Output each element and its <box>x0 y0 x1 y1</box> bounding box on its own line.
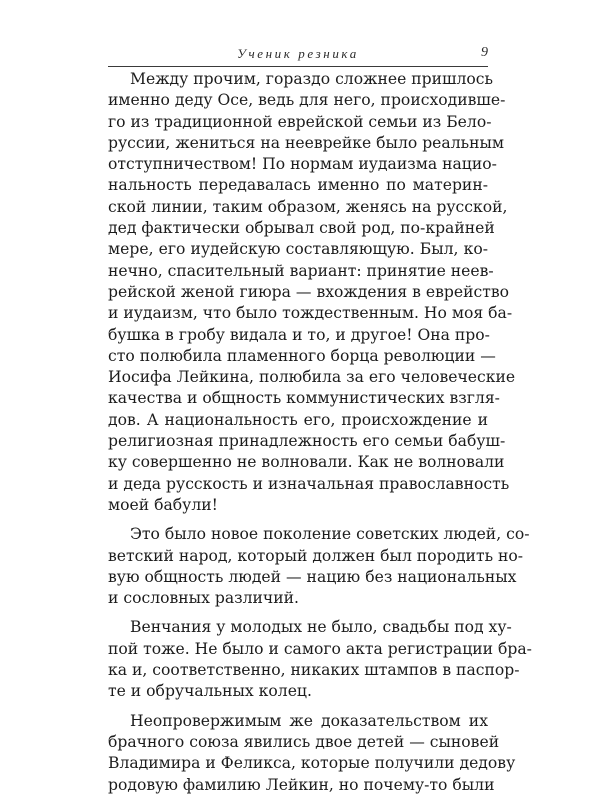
text-line: бушка в гробу видала и то, и другое! Она про- <box>108 325 490 344</box>
running-title: Ученик резника <box>237 46 359 61</box>
text-line: вую общность людей — нацию без национальных <box>108 567 517 586</box>
text-line: ка и, соответственно, никаких штампов в паспор- <box>108 661 520 680</box>
text-line: моей бабули! <box>108 495 218 514</box>
text-line: Это было новое поколение советских людей, со- <box>130 525 530 544</box>
text-line: дов. А национальность его, происхождение и <box>108 410 488 429</box>
paragraph <box>108 617 532 702</box>
text-line: Иосифа Лейкина, полюбила за его человеческие <box>108 368 516 387</box>
text-line: и иудаизм, что было тождественным. Но моя ба- <box>108 304 513 323</box>
text-line: го из традиционной еврейской семьи из Бело- <box>108 112 492 131</box>
text-line: качества и общность коммунистических взгля- <box>108 389 500 408</box>
text-line: и деда русскость и изначальная православность <box>108 474 510 493</box>
text-line: религиозная принадлежность его семьи бабуш- <box>108 432 506 451</box>
text-line: Венчания у молодых не было, свадьбы под ху- <box>130 618 512 637</box>
text-line: руссии, жениться на нееврейке было реальным <box>108 133 505 152</box>
body-text <box>108 69 532 796</box>
text-line: те и обручальных колец. <box>108 682 312 701</box>
text-line: пой тоже. Не было и самого акта регистрации бра- <box>108 639 532 658</box>
text-line: Между прочим, гораздо сложнее пришлось <box>130 70 494 88</box>
page-number: 9 <box>481 45 488 60</box>
text-line: именно деду Осе, ведь для него, происходивше- <box>108 91 506 110</box>
text-line: родовую фамилию Лейкин, но почему-то были <box>108 775 495 794</box>
running-header <box>108 44 488 66</box>
text-line: нальность передавалась именно по материн- <box>108 176 488 195</box>
text-line: рейской женой гиюра — вхождения в еврейство <box>108 282 510 301</box>
paragraph-gap <box>108 703 488 711</box>
paragraph <box>108 69 516 516</box>
paragraph <box>108 524 530 609</box>
header-rule <box>108 66 488 67</box>
paragraph-gap <box>108 516 488 524</box>
text-line: дед фактически обрывал свой род, по-крайней <box>108 219 495 238</box>
text-line: ку совершенно не волновали. Как не волновали <box>108 453 505 472</box>
text-line: мере, его иудейскую составляющую. Был, ко- <box>108 240 488 259</box>
paragraph <box>108 711 516 796</box>
text-line: ской линии, таким образом, женясь на русской, <box>108 197 508 216</box>
text-line: сто полюбила пламенного борца революции — <box>108 346 496 365</box>
paragraph-gap <box>108 609 488 617</box>
text-line: брачного союза явились двое детей — сыновей <box>108 732 500 751</box>
text-line: и сословных различий. <box>108 589 299 608</box>
text-line: Владимира и Феликса, которые получили дедову <box>108 754 516 773</box>
text-line: Неопровержимым же доказательством их <box>130 711 488 730</box>
text-line: ветский народ, который должен был породить но- <box>108 546 524 565</box>
text-line: отступничеством! По нормам иудаизма нацио- <box>108 155 497 174</box>
text-line: нечно, спасительный вариант: принятие неев- <box>108 261 494 280</box>
